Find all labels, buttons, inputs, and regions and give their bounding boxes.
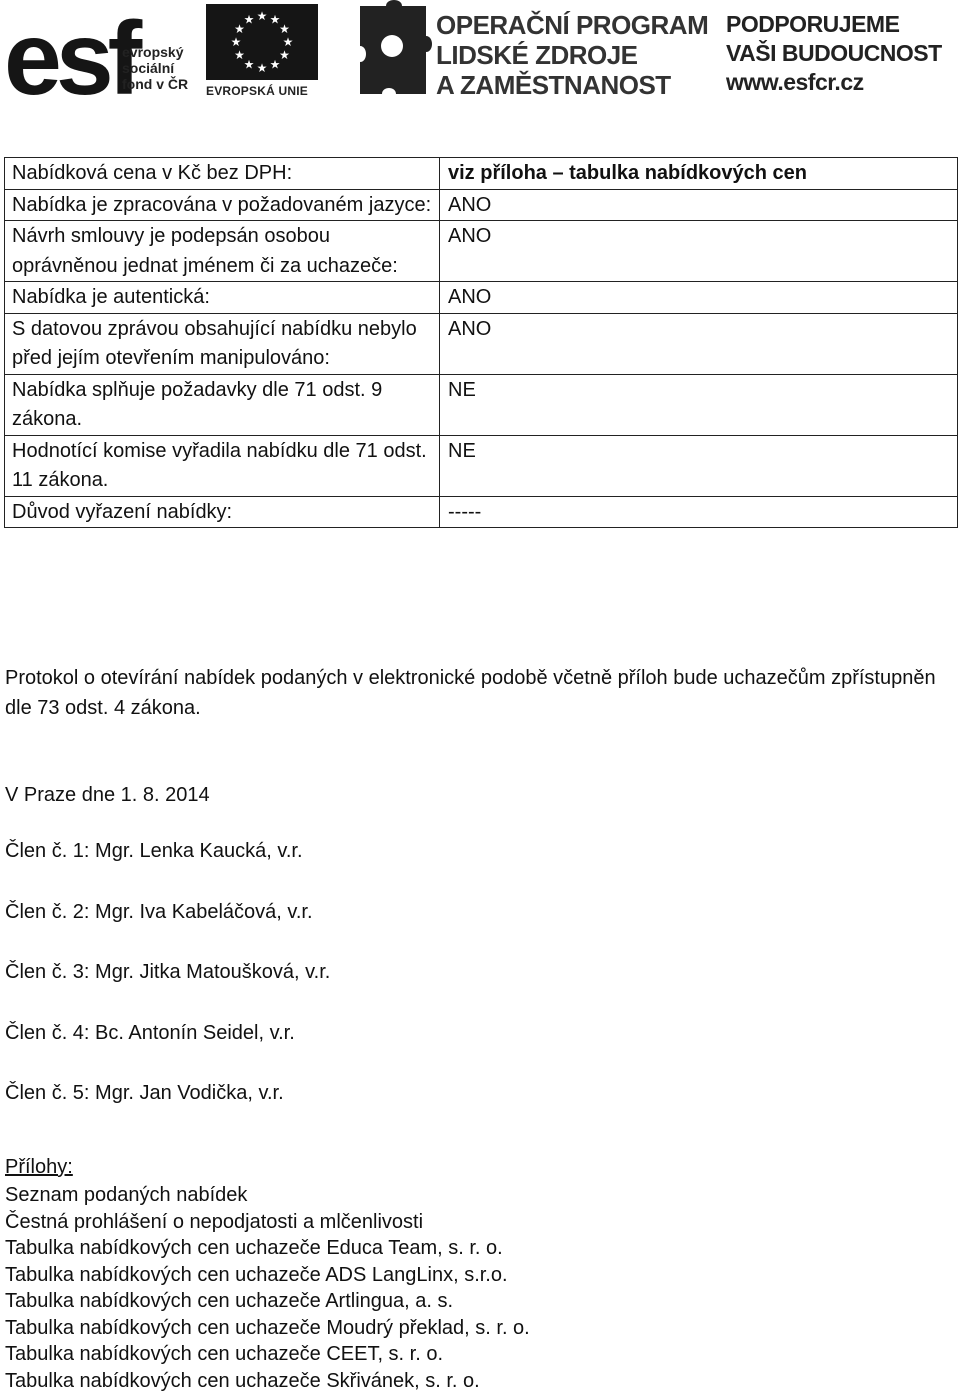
- attachments-section: [5, 1153, 530, 1394]
- table-cell-label: Nabídková cena v Kč bez DPH:: [5, 158, 440, 190]
- eu-flag-icon: [206, 4, 318, 80]
- table-cell-value: ANO: [440, 189, 958, 221]
- list-item: Tabulka nabídkových cen uchazeče CEET, s. r. o.: [5, 1343, 444, 1365]
- list-item: Tabulka nabídkových cen uchazeče Skřivánek, s. r. o.: [5, 1369, 480, 1392]
- eu-star-icon: ★: [234, 48, 245, 62]
- list-item: Člen č. 1: Mgr. Lenka Kaucká, v.r.: [5, 840, 303, 862]
- table-cell-label: Nabídka splňuje požadavky dle 71 odst. 9 zákona.: [5, 374, 440, 435]
- eu-star-icon: ★: [234, 22, 245, 36]
- table-row: [5, 189, 958, 221]
- table-cell-label: S datovou zprávou obsahující nabídku nebylo před jejím otevřením manipulováno:: [5, 313, 440, 374]
- eu-star-icon: ★: [279, 22, 290, 36]
- eu-star-icon: ★: [282, 35, 294, 49]
- list-item: Tabulka nabídkových cen uchazeče Moudrý překlad, s. r. o.: [5, 1316, 530, 1339]
- table-row: [5, 374, 958, 435]
- eu-star-icon: ★: [243, 12, 255, 27]
- programme-line: OPERAČNÍ PROGRAM: [436, 10, 709, 40]
- table-cell-label: Hodnotící komise vyřadila nabídku dle 71 odst. 11 zákona.: [5, 435, 440, 496]
- table-cell-label: Důvod vyřazení nabídky:: [5, 496, 440, 528]
- programme-line: A ZAMĚSTNANOST: [436, 70, 671, 100]
- table-cell-label: Návrh smlouvy je podepsán osobou oprávněnou jednat jménem či za uchazeče:: [5, 221, 440, 282]
- table-cell-value: viz příloha – tabulka nabídkových cen: [440, 158, 958, 190]
- puzzle-logo-icon: [356, 2, 430, 98]
- eu-star-icon: ★: [256, 9, 268, 23]
- slogan: [726, 10, 942, 97]
- esf-logo-line: evropský: [122, 44, 184, 60]
- esf-logo-line: fond v ČR: [122, 76, 189, 92]
- slogan-line: PODPORUJEME: [726, 11, 900, 37]
- table-cell-value: ANO: [440, 221, 958, 282]
- list-item: Tabulka nabídkových cen uchazeče Artlingua, a. s.: [5, 1290, 454, 1312]
- esf-logo-line: sociální: [122, 60, 175, 76]
- table-row: [5, 221, 958, 282]
- list-item: Člen č. 4: Bc. Antonín Seidel, v.r.: [5, 1021, 295, 1044]
- table-row: [5, 435, 958, 496]
- eu-star-icon: ★: [230, 35, 242, 49]
- table-row: [5, 158, 958, 190]
- table-row: [5, 496, 958, 528]
- eu-star-icon: ★: [269, 57, 281, 72]
- programme-line: LIDSKÉ ZDROJE: [436, 40, 638, 70]
- table-cell-label: Nabídka je autentická:: [5, 282, 440, 314]
- logo-header: [0, 0, 960, 117]
- eu-star-icon: ★: [269, 12, 281, 27]
- list-item: Seznam podaných nabídek: [5, 1184, 248, 1206]
- eu-logo-caption: EVROPSKÁ UNIE: [206, 84, 308, 98]
- attachments-heading: Přílohy:: [5, 1156, 73, 1178]
- table-cell-value: NE: [440, 435, 958, 496]
- protocol-paragraph: Protokol o otevírání nabídek podaných v elektronické podobě včetně příloh bude uchazečům zpřístupněn dle 73 odst. 4 zákona.: [5, 667, 936, 719]
- eu-star-icon: ★: [243, 57, 255, 72]
- list-item: Člen č. 2: Mgr. Iva Kabeláčová, v.r.: [5, 900, 313, 923]
- attachments-list: [5, 1182, 530, 1394]
- slogan-url[interactable]: www.esfcr.cz: [726, 69, 864, 95]
- table-row: [5, 313, 958, 374]
- eu-star-icon: ★: [256, 61, 268, 75]
- table-cell-value: ANO: [440, 313, 958, 374]
- committee-members-list: [5, 837, 330, 1140]
- slogan-line: VAŠI BUDOUCNOST: [726, 40, 942, 66]
- list-item: Čestná prohlášení o nepodjatosti a mlčenlivosti: [5, 1210, 424, 1233]
- evaluation-table: [4, 157, 958, 528]
- list-item: Člen č. 5: Mgr. Jan Vodička, v.r.: [5, 1082, 284, 1104]
- list-item: Tabulka nabídkových cen uchazeče ADS LangLinx, s.r.o.: [5, 1263, 508, 1286]
- table-cell-value: ANO: [440, 282, 958, 314]
- list-item: Člen č. 3: Mgr. Jitka Matoušková, v.r.: [5, 961, 331, 983]
- table-cell-value: NE: [440, 374, 958, 435]
- table-row: [5, 282, 958, 314]
- place-and-date: V Praze dne 1. 8. 2014: [5, 784, 210, 806]
- esf-logo-mark: [4, 1, 137, 117]
- table-cell-label: Nabídka je zpracována v požadovaném jazyce:: [5, 189, 440, 221]
- eu-star-icon: ★: [279, 48, 290, 62]
- esf-logo-text: [122, 44, 188, 92]
- table-cell-value: -----: [440, 496, 958, 528]
- esf-logo-lettering: esf: [4, 1, 137, 117]
- list-item: Tabulka nabídkových cen uchazeče Educa Team, s. r. o.: [5, 1237, 503, 1259]
- programme-title: [436, 10, 708, 100]
